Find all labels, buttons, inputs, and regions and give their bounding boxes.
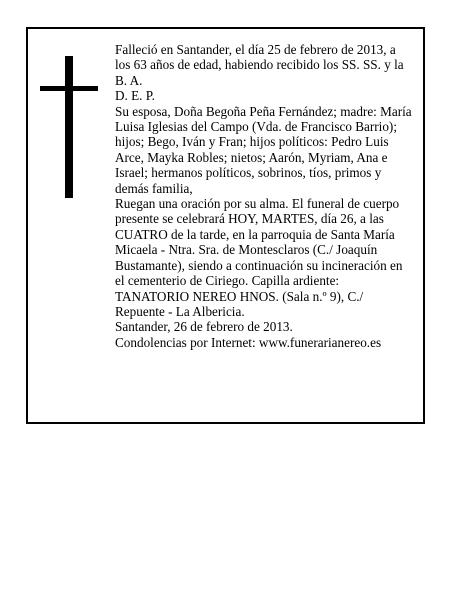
death-announcement: Falleció en Santander, el día 25 de febrero de 2013, a los 63 años de edad, habiendo recibido los SS. SS. y la B. A. <box>115 42 404 88</box>
notice-body <box>115 42 413 350</box>
cross-horizontal-bar <box>40 86 98 91</box>
cross-icon <box>40 56 98 198</box>
funeral-details: Ruegan una oración por su alma. El funeral de cuerpo presente se celebrará HOY, MARTES, día 26, a las CUATRO de la tarde, en la parroquia de Santa María Micaela - Ntra. Sra. de Montesclaros (C./ Joaquín Bustamante), siendo a continuación su incineración en el cementerio de Ciriego. Capilla ardiente: TANATORIO NEREO HNOS. (Sala n.º 9), C./ Repuente - La Albericia. <box>115 196 403 319</box>
obituary-notice <box>26 27 425 424</box>
rip-line: D. E. P. <box>115 88 155 104</box>
cross-vertical-bar <box>65 56 73 198</box>
family-list: Su esposa, Doña Begoña Peña Fernández; madre: María Luisa Iglesias del Campo (Vda. de Francisco Barrio); hijos; Bego, Iván y Fran; hijos políticos: Pedro Luis Arce, Mayka Robles; nietos; Aarón, Myriam, Ana e Israel; hermanos políticos, sobrinos, tíos, primos y demás familia, <box>115 103 412 196</box>
condolences-line: Condolencias por Internet: www.funerarianereo.es <box>115 334 382 350</box>
place-date: Santander, 26 de febrero de 2013. <box>115 319 293 335</box>
